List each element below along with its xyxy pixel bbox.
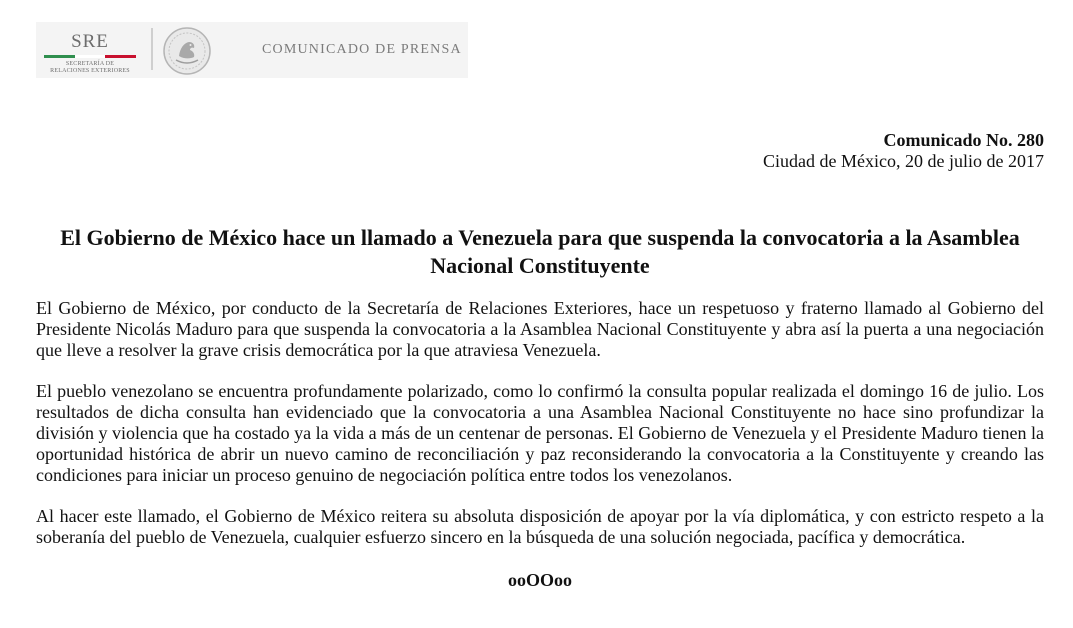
paragraph: El Gobierno de México, por conducto de la Secretaría de Relaciones Exteriores, hace un respetuoso y fraterno llamado al Gobierno del Presidente Nicolás Maduro para que suspenda la convocatoria a la Asamblea Nacional Constituyente y abra así la puerta a una negociación que lleve a resolver la grave crisis democrática por la que atraviesa Venezuela.	[36, 298, 1044, 360]
header-divider	[151, 28, 153, 70]
page-title: El Gobierno de México hace un llamado a Venezuela para que suspenda la convocatoria a la Asamblea Nacional Constituyente	[60, 225, 1020, 278]
flag-stripe-white	[75, 55, 106, 58]
release-place-date: Ciudad de México, 20 de julio de 2017	[763, 151, 1044, 171]
release-meta	[763, 130, 1044, 172]
flag-stripe	[44, 55, 136, 58]
flag-stripe-red	[105, 55, 136, 58]
press-release-label: COMUNICADO DE PRENSA	[262, 42, 462, 57]
sre-subtitle-line1: SECRETARÍA DE	[65, 61, 115, 67]
sre-subtitle-line2: RELACIONES EXTERIORES	[50, 68, 130, 74]
paragraph: El pueblo venezolano se encuentra profundamente polarizado, como lo confirmó la consulta popular realizada el domingo 16 de julio. Los resultados de dicha consulta han evidenciado que la convocatoria a una Asamblea Nacional Constituyente no hace sino profundizar la división y violencia que ha costado ya la vida a más de un centenar de personas. El Gobierno de Venezuela y el Presidente Maduro tienen la oportunidad histórica de abrir un nuevo camino de reconciliación y paz reconsiderando la convocatoria a la Constituyente y creando las condiciones para iniciar un proceso genuino de negociación política entre todos los venezolanos.	[36, 381, 1044, 485]
sre-logo-text: SRE	[71, 31, 109, 52]
paragraph: Al hacer este llamado, el Gobierno de México reitera su absoluta disposición de apoyar por la vía diplomática, y con estricto respeto a la soberanía del pueblo de Venezuela, cualquier esfuerzo sincero en la búsqueda de una solución negociada, pacífica y democrática.	[36, 506, 1044, 547]
release-body	[36, 298, 1044, 568]
letterhead	[36, 22, 468, 78]
closing-mark: ooOOoo	[507, 570, 572, 590]
sre-logo	[44, 32, 136, 76]
release-number: Comunicado No. 280	[883, 130, 1044, 150]
national-seal-icon	[162, 26, 212, 76]
flag-stripe-green	[44, 55, 75, 58]
